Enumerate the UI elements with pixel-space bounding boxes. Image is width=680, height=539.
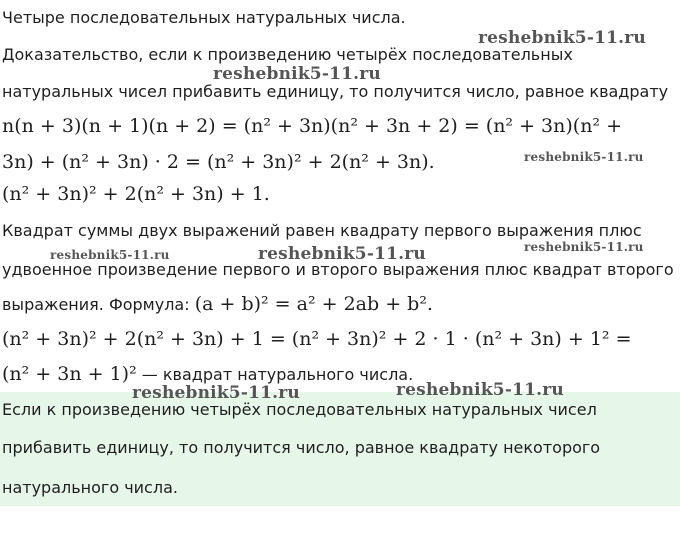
watermark: reshebnik5-11.ru xyxy=(396,380,564,400)
explain-line-3-text: выражения. Формула: xyxy=(2,295,195,314)
proof-intro-line-1: Доказательство, если к произведению четырёх последовательных xyxy=(2,45,573,64)
math-line-1: n(n + 3)(n + 1)(n + 2) = (n² + 3n)(n² + 3n + 2) = (n² + 3n)(n² + xyxy=(2,115,623,137)
explain-line-3 xyxy=(2,292,433,316)
explain-line-2: удвоенное произведение первого и второго выражения плюс квадрат второго xyxy=(2,260,674,279)
conclusion-block xyxy=(0,392,680,506)
watermark: reshebnik5-11.ru xyxy=(50,248,170,262)
math-line-4: (n² + 3n)² + 2(n² + 3n) + 1 = (n² + 3n)² + 2 · 1 · (n² + 3n) + 1² = xyxy=(2,328,632,350)
proof-intro-line-2: натуральных чисел прибавить единицу, то получится число, равное квадрату xyxy=(2,82,669,101)
conclusion-line-1: Если к произведению четырёх последовательных натуральных чисел xyxy=(2,400,597,419)
conclusion-line-3: натурального числа. xyxy=(2,478,178,497)
watermark: reshebnik5-11.ru xyxy=(478,28,646,48)
square-of-sum-formula: (a + b)² = a² + 2ab + b². xyxy=(194,293,433,315)
math-line-5-suffix: — квадрат натурального числа. xyxy=(136,365,414,384)
watermark: reshebnik5-11.ru xyxy=(132,383,300,403)
watermark: reshebnik5-11.ru xyxy=(524,150,644,164)
watermark: reshebnik5-11.ru xyxy=(258,244,426,264)
math-line-5-formula: (n² + 3n + 1)² xyxy=(2,363,137,385)
explain-line-1: Квадрат суммы двух выражений равен квадрату первого выражения плюс xyxy=(2,221,642,240)
conclusion-line-2: прибавить единицу, то получится число, равное квадрату некоторого xyxy=(2,438,601,457)
watermark: reshebnik5-11.ru xyxy=(213,64,381,84)
task-title: Четыре последовательных натуральных числа. xyxy=(2,8,406,27)
watermark: reshebnik5-11.ru xyxy=(524,240,644,254)
math-line-3: (n² + 3n)² + 2(n² + 3n) + 1. xyxy=(2,183,270,205)
math-line-2: 3n) + (n² + 3n) · 2 = (n² + 3n)² + 2(n² + 3n). xyxy=(2,151,435,173)
